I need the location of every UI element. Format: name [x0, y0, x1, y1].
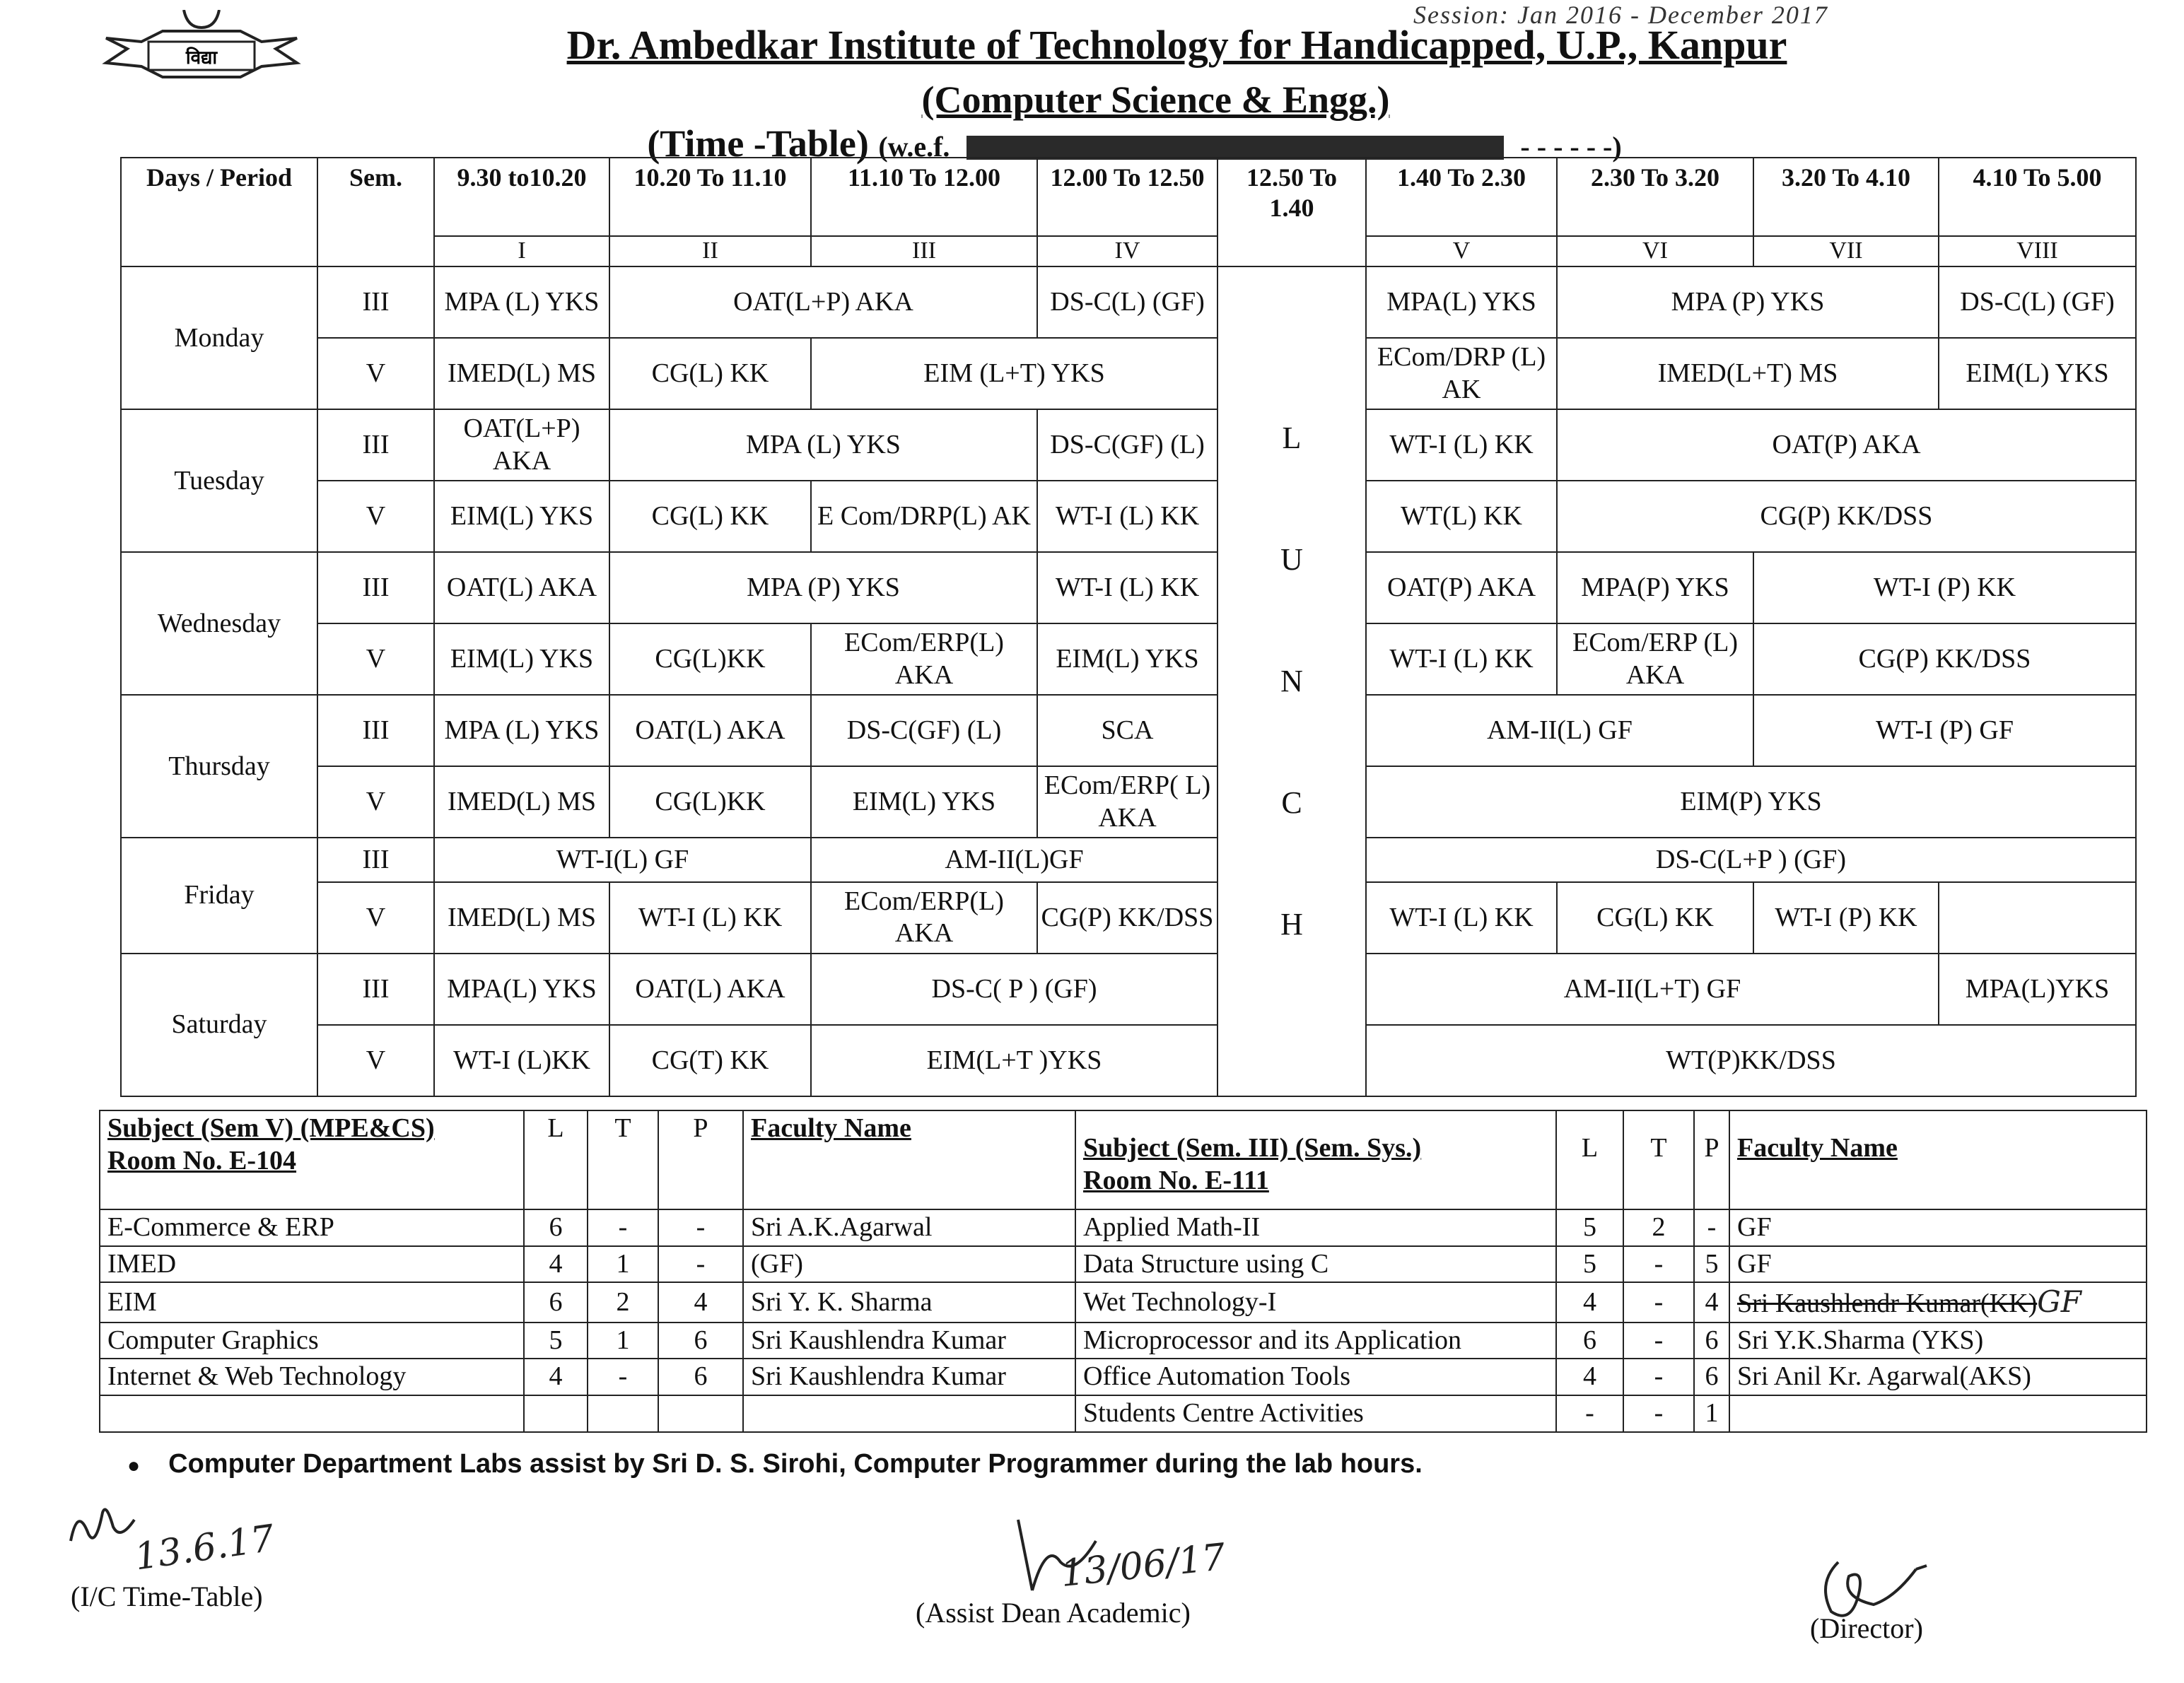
- lunch-letter: N: [1280, 664, 1303, 699]
- class-cell: EIM(L) YKS: [434, 623, 609, 695]
- header-period-6: 2.30 To 3.20: [1557, 158, 1753, 236]
- sem-cell: III: [317, 695, 434, 766]
- period-number: VIII: [1939, 236, 2136, 266]
- class-cell: AM-II(L) GF: [1366, 695, 1753, 766]
- day-label: Tuesday: [121, 409, 317, 552]
- class-cell: WT-I (L) KK: [609, 882, 811, 954]
- class-cell: MPA(P) YKS: [1557, 552, 1753, 623]
- faculty-name: [1729, 1282, 2147, 1323]
- session-text: Session: Jan 2016 - December 2017: [1413, 1, 1828, 27]
- class-cell: CG(P) KK/DSS: [1037, 882, 1217, 954]
- class-cell: MPA(L)YKS: [1939, 954, 2136, 1025]
- practical-count: 6: [1694, 1359, 1729, 1395]
- class-cell: MPA (P) YKS: [609, 552, 1037, 623]
- director-label: (Director): [1810, 1612, 1923, 1644]
- svg-text:विद्या: विद्या: [185, 47, 218, 69]
- practical-count: [658, 1395, 743, 1432]
- header-period-1: 9.30 to10.20: [434, 158, 609, 236]
- class-cell: WT-I (P) KK: [1753, 552, 2136, 623]
- class-cell: SCA: [1037, 695, 1217, 766]
- faculty-name: (GF): [743, 1246, 1075, 1283]
- tutorial-count: -: [1623, 1282, 1694, 1323]
- practical-count: 6: [658, 1359, 743, 1395]
- day-label: Saturday: [121, 954, 317, 1096]
- lecture-count: 6: [1556, 1323, 1623, 1359]
- class-cell: IMED(L+T) MS: [1557, 338, 1939, 409]
- tutorial-count: -: [1623, 1395, 1694, 1432]
- class-cell: EIM(L) YKS: [1939, 338, 2136, 409]
- col-l: L: [524, 1110, 588, 1209]
- class-cell: EIM(L) YKS: [434, 481, 609, 552]
- day-label: Wednesday: [121, 552, 317, 695]
- class-cell: ECom/ERP (L) AKA: [1557, 623, 1753, 695]
- sem-v-header: [100, 1110, 524, 1209]
- period-number: III: [811, 236, 1037, 266]
- class-cell: MPA (P) YKS: [1557, 266, 1939, 338]
- ic-date: 13.6.17: [132, 1517, 277, 1579]
- class-cell: WT-I (L) KK: [1037, 552, 1217, 623]
- lecture-count: 5: [524, 1323, 588, 1359]
- subject-name: EIM: [100, 1282, 524, 1323]
- header-period-2: 10.20 To 11.10: [609, 158, 811, 236]
- tutorial-count: 2: [1623, 1209, 1694, 1246]
- class-cell: WT(P)KK/DSS: [1366, 1025, 2136, 1096]
- subject-name: Microprocessor and its Application: [1075, 1323, 1556, 1359]
- class-cell: WT-I (L) KK: [1037, 481, 1217, 552]
- lunch-letter: H: [1280, 907, 1303, 942]
- tutorial-count: -: [588, 1359, 658, 1395]
- lecture-count: 4: [1556, 1359, 1623, 1395]
- faculty-name: Sri Anil Kr. Agarwal(AKS): [1729, 1359, 2147, 1395]
- class-cell: EIM(L) YKS: [1037, 623, 1217, 695]
- practical-count: 4: [658, 1282, 743, 1323]
- struck-faculty: Sri Kaushlendr Kumar(KK): [1737, 1289, 2038, 1319]
- day-label: Thursday: [121, 695, 317, 838]
- class-cell: [1939, 882, 2136, 954]
- dean-label: (Assist Dean Academic): [916, 1597, 1191, 1629]
- class-cell: CG(L)KK: [609, 766, 811, 838]
- period-number: II: [609, 236, 811, 266]
- col-p: P: [1694, 1110, 1729, 1209]
- practical-count: 6: [1694, 1323, 1729, 1359]
- timetable-label: (Time -Table): [647, 122, 869, 165]
- lunch-letter: L: [1282, 421, 1302, 456]
- sem-iii-header: [1075, 1110, 1556, 1209]
- sem-cell: V: [317, 338, 434, 409]
- period-number: I: [434, 236, 609, 266]
- tutorial-count: [588, 1395, 658, 1432]
- lecture-count: 4: [524, 1359, 588, 1395]
- faculty-name: GF: [1729, 1246, 2147, 1283]
- sem-v-room: Room No. E-104: [107, 1145, 297, 1175]
- practical-count: 5: [1694, 1246, 1729, 1283]
- class-cell: MPA (L) YKS: [434, 266, 609, 338]
- sem-iii-room: Room No. E-111: [1083, 1165, 1269, 1195]
- faculty-name: [1729, 1395, 2147, 1432]
- sem-cell: III: [317, 954, 434, 1025]
- class-cell: CG(L) KK: [609, 481, 811, 552]
- lecture-count: 5: [1556, 1246, 1623, 1283]
- class-cell: OAT(L) AKA: [434, 552, 609, 623]
- tutorial-count: 2: [588, 1282, 658, 1323]
- period-number: V: [1366, 236, 1557, 266]
- class-cell: IMED(L) MS: [434, 766, 609, 838]
- class-cell: MPA (L) YKS: [609, 409, 1037, 481]
- sem-cell: III: [317, 266, 434, 338]
- handwritten-faculty: GF: [2037, 1284, 2081, 1320]
- col-t: T: [588, 1110, 658, 1209]
- timetable-grid: [120, 157, 2137, 1097]
- tutorial-count: 1: [588, 1323, 658, 1359]
- class-cell: OAT(P) AKA: [1366, 552, 1557, 623]
- faculty-name: Sri Y. K. Sharma: [743, 1282, 1075, 1323]
- sem-iii-title: Subject (Sem. III) (Sem. Sys.): [1083, 1133, 1422, 1163]
- sem-cell: V: [317, 481, 434, 552]
- class-cell: CG(P) KK/DSS: [1753, 623, 2136, 695]
- subject-name: [100, 1395, 524, 1432]
- department-title: (Computer Science & Engg.): [921, 78, 1390, 121]
- header-period-8: 4.10 To 5.00: [1939, 158, 2136, 236]
- tutorial-count: -: [1623, 1246, 1694, 1283]
- lunch-letter: C: [1281, 785, 1302, 821]
- header-days-period: Days / Period: [121, 158, 317, 266]
- col-p: P: [658, 1110, 743, 1209]
- sem-cell: V: [317, 766, 434, 838]
- lecture-count: 4: [524, 1246, 588, 1283]
- lecture-count: 5: [1556, 1209, 1623, 1246]
- bullet-icon: ●: [127, 1454, 141, 1477]
- subject-name: Students Centre Activities: [1075, 1395, 1556, 1432]
- header-period-4: 12.00 To 12.50: [1037, 158, 1217, 236]
- period-number: IV: [1037, 236, 1217, 266]
- period-number: VI: [1557, 236, 1753, 266]
- subject-table: [99, 1110, 2147, 1433]
- class-cell: AM-II(L)GF: [811, 838, 1217, 882]
- class-cell: IMED(L) MS: [434, 882, 609, 954]
- header-period-5: 1.40 To 2.30: [1366, 158, 1557, 236]
- faculty-name: Sri Y.K.Sharma (YKS): [1729, 1323, 2147, 1359]
- class-cell: ECom/DRP (L) AK: [1366, 338, 1557, 409]
- wef-label: (w.e.f.: [878, 131, 950, 163]
- class-cell: MPA(L) YKS: [1366, 266, 1557, 338]
- class-cell: E Com/DRP(L) AK: [811, 481, 1037, 552]
- header-sem: Sem.: [317, 158, 434, 266]
- subject-name: Wet Technology-I: [1075, 1282, 1556, 1323]
- header-lunch-time: 12.50 To 1.40: [1217, 158, 1366, 266]
- sem-cell: III: [317, 838, 434, 882]
- tutorial-count: -: [1623, 1359, 1694, 1395]
- lecture-count: 4: [1556, 1282, 1623, 1323]
- class-cell: WT-I (L) KK: [1366, 882, 1557, 954]
- class-cell: WT-I(L) GF: [434, 838, 811, 882]
- class-cell: WT-I (L) KK: [1366, 409, 1557, 481]
- class-cell: CG(L)KK: [609, 623, 811, 695]
- col-faculty: Faculty Name: [743, 1110, 1075, 1209]
- class-cell: CG(T) KK: [609, 1025, 811, 1096]
- class-cell: WT(L) KK: [1366, 481, 1557, 552]
- page-title: Dr. Ambedkar Institute of Technology for Handicapped, U.P., Kanpur: [566, 22, 1787, 68]
- header-period-3: 11.10 To 12.00: [811, 158, 1037, 236]
- lecture-count: [524, 1395, 588, 1432]
- class-cell: DS-C(GF) (L): [1037, 409, 1217, 481]
- class-cell: ECom/ERP(L) AKA: [811, 882, 1037, 954]
- col-t: T: [1623, 1110, 1694, 1209]
- sem-v-title: Subject (Sem V) (MPE&CS): [107, 1113, 435, 1143]
- class-cell: DS-C(GF) (L): [811, 695, 1037, 766]
- sem-cell: V: [317, 623, 434, 695]
- tutorial-count: -: [1623, 1323, 1694, 1359]
- lunch-letter: U: [1280, 542, 1303, 577]
- class-cell: DS-C(L) (GF): [1037, 266, 1217, 338]
- faculty-name: Sri Kaushlendra Kumar: [743, 1359, 1075, 1395]
- class-cell: WT-I (L)KK: [434, 1025, 609, 1096]
- class-cell: DS-C(L) (GF): [1939, 266, 2136, 338]
- subject-name: IMED: [100, 1246, 524, 1283]
- wef-tail: - - - - - -): [1520, 131, 1622, 163]
- subject-name: Computer Graphics: [100, 1323, 524, 1359]
- sem-cell: III: [317, 409, 434, 481]
- lunch-column: [1217, 266, 1366, 1096]
- class-cell: OAT(L) AKA: [609, 954, 811, 1025]
- class-cell: DS-C( P ) (GF): [811, 954, 1217, 1025]
- class-cell: OAT(L+P) AKA: [609, 266, 1037, 338]
- practical-count: 6: [658, 1323, 743, 1359]
- class-cell: EIM (L+T) YKS: [811, 338, 1217, 409]
- class-cell: CG(P) KK/DSS: [1557, 481, 2136, 552]
- faculty-name: GF: [1729, 1209, 2147, 1246]
- practical-count: -: [1694, 1209, 1729, 1246]
- lecture-count: -: [1556, 1395, 1623, 1432]
- class-cell: WT-I (P) GF: [1753, 695, 2136, 766]
- practical-count: 4: [1694, 1282, 1729, 1323]
- class-cell: IMED(L) MS: [434, 338, 609, 409]
- sem-cell: III: [317, 552, 434, 623]
- subject-name: Applied Math-II: [1075, 1209, 1556, 1246]
- faculty-name: Sri A.K.Agarwal: [743, 1209, 1075, 1246]
- subject-name: Internet & Web Technology: [100, 1359, 524, 1395]
- col-l: L: [1556, 1110, 1623, 1209]
- class-cell: ECom/ERP(L) AKA: [811, 623, 1037, 695]
- lab-note-text: Computer Department Labs assist by Sri D. S. Sirohi, Computer Programmer during the lab hours.: [168, 1449, 1423, 1479]
- sem-cell: V: [317, 882, 434, 954]
- class-cell: EIM(P) YKS: [1366, 766, 2136, 838]
- dean-date: 13/06/17: [1058, 1535, 1228, 1596]
- class-cell: WT-I (P) KK: [1753, 882, 1939, 954]
- lecture-count: 6: [524, 1282, 588, 1323]
- class-cell: DS-C(L+P ) (GF): [1366, 838, 2136, 882]
- class-cell: OAT(L) AKA: [609, 695, 811, 766]
- class-cell: ECom/ERP( L) AKA: [1037, 766, 1217, 838]
- practical-count: -: [658, 1246, 743, 1283]
- redacted-date: [967, 136, 1504, 160]
- class-cell: MPA (L) YKS: [434, 695, 609, 766]
- subject-name: E-Commerce & ERP: [100, 1209, 524, 1246]
- header-period-7: 3.20 To 4.10: [1753, 158, 1939, 236]
- class-cell: CG(L) KK: [1557, 882, 1753, 954]
- day-label: Friday: [121, 838, 317, 954]
- col-faculty: Faculty Name: [1729, 1110, 2147, 1209]
- class-cell: OAT(L+P) AKA: [434, 409, 609, 481]
- tutorial-count: 1: [588, 1246, 658, 1283]
- class-cell: CG(L) KK: [609, 338, 811, 409]
- class-cell: EIM(L) YKS: [811, 766, 1037, 838]
- sem-cell: V: [317, 1025, 434, 1096]
- faculty-name: [743, 1395, 1075, 1432]
- class-cell: EIM(L+T )YKS: [811, 1025, 1217, 1096]
- period-number: VII: [1753, 236, 1939, 266]
- class-cell: AM-II(L+T) GF: [1366, 954, 1939, 1025]
- lecture-count: 6: [524, 1209, 588, 1246]
- practical-count: -: [658, 1209, 743, 1246]
- class-cell: OAT(P) AKA: [1557, 409, 2136, 481]
- tutorial-count: -: [588, 1209, 658, 1246]
- class-cell: MPA(L) YKS: [434, 954, 609, 1025]
- class-cell: WT-I (L) KK: [1366, 623, 1557, 695]
- practical-count: 1: [1694, 1395, 1729, 1432]
- faculty-name: Sri Kaushlendra Kumar: [743, 1323, 1075, 1359]
- subject-name: Data Structure using C: [1075, 1246, 1556, 1283]
- subject-name: Office Automation Tools: [1075, 1359, 1556, 1395]
- day-label: Monday: [121, 266, 317, 409]
- lab-note: [127, 1449, 1423, 1479]
- ic-label: (I/C Time-Table): [71, 1581, 263, 1612]
